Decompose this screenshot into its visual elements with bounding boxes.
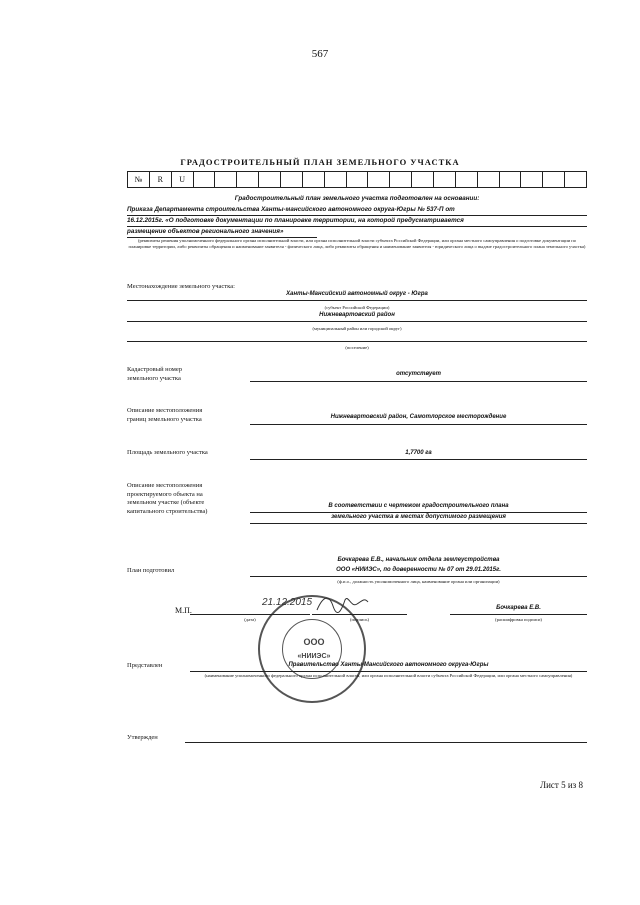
signature-line (312, 614, 407, 615)
date-note: (дата) (244, 617, 256, 622)
cadastral-label-line-1: Кадастровый номер (127, 366, 183, 373)
basis-note: (реквизиты решения уполномоченного федерального органа исполнительной власти, или органа исполнительной власти субъекта Российской Федерации, или органа местного самоуправления о подготовке документации по планировке территории, либо реквизиты обращения и наименование заявителя - физического лица, либо реквизиты обращения и наименование заявителя - юридического лица о выдаче градостроительного плана земельного участка) (128, 238, 586, 249)
date-value: 21.12.2015 (262, 597, 313, 608)
plan-number-cell (194, 172, 216, 187)
plan-number-cell: № (128, 172, 150, 187)
stamp-org-text: «НИИЭС» (297, 653, 331, 660)
plan-number-cell (215, 172, 237, 187)
area-line (250, 459, 587, 460)
location-region: Ханты-Мансийский автономный округ - Югра (286, 291, 428, 297)
stamp-inner-ring (282, 619, 342, 679)
plan-number-cell (434, 172, 456, 187)
designed-object-label (127, 482, 252, 516)
plan-number-cell (500, 172, 522, 187)
seal-place-label: М.П. (175, 606, 192, 615)
approved-label: Утвержден (127, 734, 158, 741)
presented-note: (наименование уполномоченного федерального органа исполнительной власти, или органа исполнительной власти субъекта Российской Федерации, или органа местного самоуправления) (204, 673, 573, 678)
basis-line-3: размещение объектов регионального значения» (127, 227, 317, 238)
cadastral-value: отсутствует (396, 371, 441, 377)
plan-number-cell (281, 172, 303, 187)
approved-line (185, 742, 587, 743)
designed-object-label-line-4: капитального строительства) (127, 507, 208, 515)
plan-number-cell (565, 172, 586, 187)
prepared-note: (ф.и.о., должность уполномоченного лица, наименование органа или организации) (337, 579, 500, 584)
signature-decoding-value: Бочкарева Е.В. (496, 605, 541, 611)
cadastral-line (250, 381, 587, 382)
plan-number-cell (543, 172, 565, 187)
prepared-label: План подготовил (127, 567, 175, 574)
prepared-value-1: Бочкарева Е.В., начальник отдела землеустройства (337, 557, 500, 563)
designed-object-line-1 (250, 512, 587, 513)
sheet-counter: Лист 5 из 8 (540, 780, 583, 790)
basis-heading: Градостроительный план земельного участка подготовлен на основании: (234, 195, 480, 202)
signature-image (315, 592, 370, 614)
boundaries-label-line-2: границ земельного участка (127, 415, 202, 423)
signature-note: (подпись) (349, 617, 370, 622)
signature-decoding-note: (расшифровка подписи) (495, 617, 542, 622)
plan-number-cell (390, 172, 412, 187)
plan-number-cell (237, 172, 259, 187)
location-district-line (127, 321, 587, 322)
area-value: 1,7700 га (405, 450, 432, 456)
basis-text (127, 205, 587, 238)
plan-number-grid (127, 171, 587, 188)
designed-object-label-line-3: земельном участке (объекте (127, 499, 205, 506)
stamp-center-text: ООО (303, 637, 325, 647)
designed-object-label-line-2: проектируемого объекта на (127, 490, 203, 498)
location-settlement-line (127, 341, 587, 342)
presented-label: Представлен (127, 662, 163, 669)
location-settlement-note: (поселение) (345, 345, 369, 350)
cadastral-label (127, 366, 247, 383)
presented-value: Правительство Ханты-Мансийского автономного округа-Югры (288, 662, 489, 668)
plan-number-cell (325, 172, 347, 187)
prepared-value-2: ООО «НИИЭС», по доверенности № 07 от 29.01.2015г. (336, 567, 501, 573)
date-line (190, 614, 310, 615)
plan-number-cell (521, 172, 543, 187)
plan-number-cell (303, 172, 325, 187)
location-district-note: (муниципальный район или городской округ) (312, 326, 402, 331)
plan-number-cell: U (172, 172, 194, 187)
location-label: Местонахождение земельного участка: (127, 283, 235, 290)
plan-number-cell (259, 172, 281, 187)
page-number: 567 (311, 48, 329, 60)
plan-number-cell (478, 172, 500, 187)
location-region-line (127, 300, 587, 301)
area-label: Площадь земельного участка (127, 449, 208, 456)
basis-line-1: Приказа Департамента строительства Ханты-мансийского автономного округа-Югры № 537-П от (127, 205, 587, 216)
plan-number-cell (456, 172, 478, 187)
designed-object-line-2 (250, 523, 587, 524)
plan-number-cell (368, 172, 390, 187)
basis-line-2: 16.12.2015г. «О подготовке документации по планировке территории, на которой предусматривается (127, 216, 587, 227)
boundaries-label (127, 407, 247, 424)
boundaries-label-line-1: Описание местоположения (127, 407, 203, 414)
boundaries-value: Нижневартовский район, Самотлорское месторождение (330, 414, 507, 420)
plan-number-cell (412, 172, 434, 187)
plan-number-cell: R (150, 172, 172, 187)
signature-decoding-line (450, 614, 587, 615)
presented-line (190, 671, 587, 672)
location-district: Нижневартовский район (319, 312, 395, 318)
boundaries-line (250, 424, 587, 425)
designed-object-value-2: земельного участка в местах допустимого размещения (331, 514, 506, 520)
location-region-note: (субъект Российской Федерации) (324, 305, 390, 310)
prepared-line (250, 576, 587, 577)
document-title: ГРАДОСТРОИТЕЛЬНЫЙ ПЛАН ЗЕМЕЛЬНОГО УЧАСТКА (180, 157, 460, 167)
designed-object-value-1: В соответствии с чертежом градостроительного плана (328, 503, 509, 509)
plan-number-cell (347, 172, 369, 187)
cadastral-label-line-2: земельного участка (127, 374, 181, 382)
designed-object-label-line-1: Описание местоположения (127, 482, 203, 489)
